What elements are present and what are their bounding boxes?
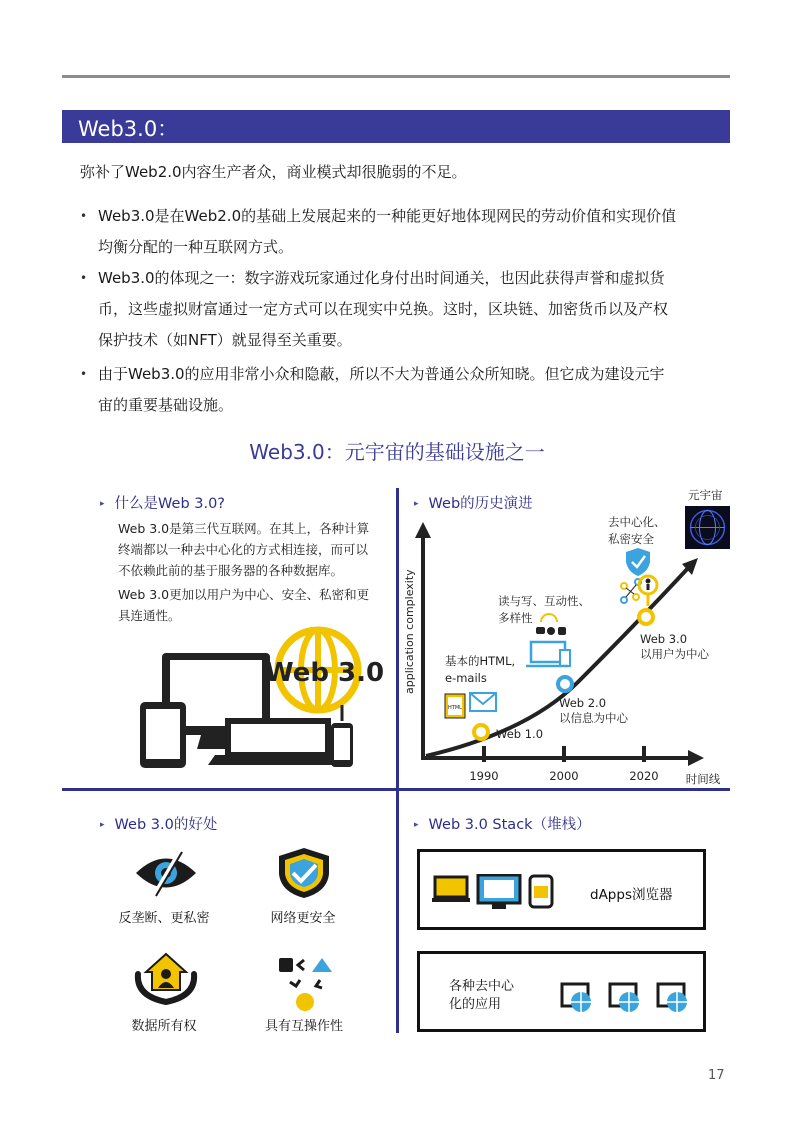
email-icon <box>470 693 496 711</box>
dapps-browser-label: dApps浏览器 <box>590 887 673 903</box>
what-is-p2 <box>118 584 398 626</box>
wifi-icon <box>541 614 557 622</box>
web-globe-window-icon <box>562 984 591 1012</box>
x-tick-label: 2000 <box>549 769 579 783</box>
data-ownership-icon <box>134 950 198 1006</box>
x-axis-arrow-icon <box>688 750 704 766</box>
what-is-p2-line: 具连通性。 <box>118 608 181 623</box>
benefit-label: 反垄断、更私密 <box>118 911 210 926</box>
bullet-3-line-2: 宙的重要基础设施。 <box>98 396 234 414</box>
web2-note-line: 多样性 <box>498 611 533 625</box>
web3-desc: 以用户为中心 <box>640 647 709 661</box>
decentralized-apps-label <box>449 978 514 1014</box>
shield-check-icon <box>626 548 650 576</box>
social-media-icons <box>536 627 566 635</box>
web1-label: Web 1.0 <box>496 727 544 741</box>
y-axis-label: application complexity <box>403 569 416 694</box>
monitor-icon <box>478 875 520 909</box>
web-app-icons <box>560 982 690 1014</box>
web3-note-line: 去中心化、 <box>608 515 666 529</box>
web2-label: Web 2.0 <box>559 696 607 710</box>
stack-title-text: Web 3.0 Stack（堆栈） <box>428 817 591 833</box>
metaverse-label: 元宇宙 <box>688 488 723 502</box>
tablet-icon <box>140 702 186 768</box>
triangle-bullet-icon: ▸ <box>100 820 105 830</box>
what-is-p1 <box>118 518 398 581</box>
y-axis-arrow-icon <box>415 522 431 538</box>
web3-marker <box>639 610 653 624</box>
bullet-1 <box>80 201 730 263</box>
bullet-2-line-2: 币，这些虚拟财富通过一定方式可以在现实中兑换。这时，区块链、加密货币以及产权 <box>98 300 669 318</box>
top-rule <box>62 75 730 78</box>
phone-icon <box>530 876 552 907</box>
figure-title: Web3.0：元宇宙的基础设施之一 <box>249 440 545 464</box>
browser-devices-icons <box>432 874 560 910</box>
what-is-p1-line: Web 3.0是第三代互联网。在其上，各种计算 <box>118 521 370 536</box>
web-globe-window-icon <box>658 984 687 1012</box>
decentralized-apps-label-line: 化的应用 <box>449 997 502 1012</box>
web2-marker <box>558 677 572 691</box>
benefits-title-text: Web 3.0的好处 <box>114 817 218 833</box>
history-title-text: Web的历史演进 <box>428 496 533 512</box>
web3-label: Web 3.0 <box>640 632 688 646</box>
svg-text:HTML: HTML <box>448 705 462 711</box>
decentralized-apps-label-line: 各种去中心 <box>449 979 515 994</box>
web2-desc: 以信息为中心 <box>559 711 628 725</box>
section-banner <box>62 110 730 143</box>
metaverse-globe-icon <box>685 506 730 549</box>
what-is-title <box>100 492 225 513</box>
web1-note-line: 基本的HTML, <box>445 654 516 668</box>
phone-icon <box>331 705 353 767</box>
what-is-p1-line: 不依赖此前的基于服务器的各种数据库。 <box>118 563 344 578</box>
web1-note-line: e-mails <box>445 671 487 685</box>
page-number: 17 <box>708 1068 725 1083</box>
what-is-p1-line: 终端都以一种去中心化的方式相连接，而可以 <box>118 542 369 557</box>
bullet-2 <box>80 263 730 356</box>
web-history-diagram <box>398 482 732 787</box>
what-is-p2-line: Web 3.0更加以用户为中心、安全、私密和更 <box>118 587 370 602</box>
stack-box-decentralized-apps <box>417 951 706 1032</box>
bullet-dot-icon: • <box>80 367 88 381</box>
benefits-title <box>100 813 217 834</box>
x-axis-label: 时间线 <box>685 772 721 786</box>
intro-text: 弥补了Web2.0内容生产者众，商业模式却很脆弱的不足。 <box>80 163 467 181</box>
benefit-label: 网络更安全 <box>270 911 336 926</box>
interoperability-icon <box>276 954 334 1012</box>
horizontal-divider <box>62 788 730 791</box>
x-tick-label: 1990 <box>469 769 499 783</box>
web3-logo-text: Web 3.0 <box>265 658 385 688</box>
devices-icon <box>526 642 570 666</box>
benefit-label: 数据所有权 <box>131 1019 197 1034</box>
bullet-1-line-1: Web3.0是在Web2.0的基础上发展起来的一种能更好地体现网民的劳动价值和实现价值 <box>98 207 677 225</box>
eye-slash-icon <box>132 848 200 898</box>
triangle-bullet-icon: ▸ <box>414 499 419 509</box>
bullet-dot-icon: • <box>80 271 88 285</box>
web3-note-line: 私密安全 <box>608 532 654 546</box>
what-is-title-text: 什么是Web 3.0? <box>114 496 226 512</box>
html-document-icon <box>445 694 465 718</box>
triangle-bullet-icon: ▸ <box>414 820 419 830</box>
benefit-label: 具有互操作性 <box>264 1019 343 1034</box>
bullet-dot-icon: • <box>80 209 88 223</box>
laptop-icon <box>208 721 347 765</box>
web3-devices-illustration <box>135 625 390 775</box>
bullet-2-line-3: 保护技术（如NFT）就显得至关重要。 <box>98 331 352 349</box>
bullet-3 <box>80 359 730 421</box>
bullet-2-line-1: Web3.0的体现之一：数字游戏玩家通过化身付出时间通关，也因此获得声誉和虚拟货 <box>98 269 665 287</box>
security-shield-icon <box>275 846 333 900</box>
stack-title <box>414 813 591 834</box>
bullet-3-line-1: 由于Web3.0的应用非常小众和隐蔽，所以不大为普通公众所知晓。但它成为建设元宇 <box>98 365 665 383</box>
web1-marker <box>474 725 488 739</box>
x-tick-label: 2020 <box>629 769 659 783</box>
triangle-bullet-icon: ▸ <box>100 499 105 509</box>
bullet-1-line-2: 均衡分配的一种互联网方式。 <box>98 238 294 256</box>
laptop-icon <box>432 877 470 902</box>
stack-box-dapps-browser <box>417 849 706 930</box>
section-title: Web3.0： <box>78 117 179 141</box>
web2-note-line: 读与写、互动性、 <box>498 594 590 608</box>
web-globe-window-icon <box>610 984 639 1012</box>
